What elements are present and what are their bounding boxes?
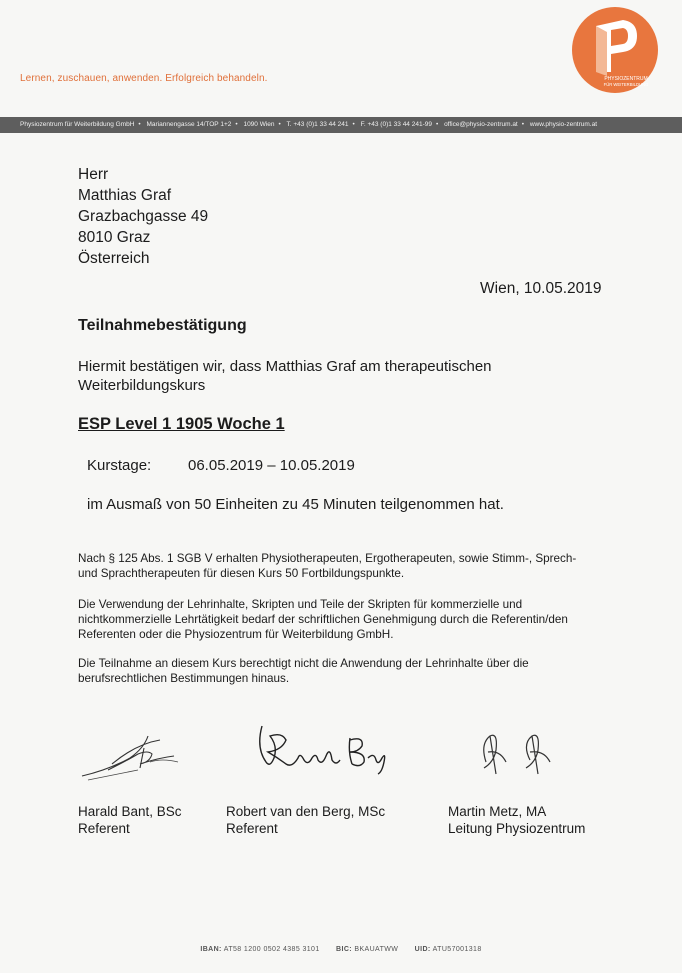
course-dates-label: Kurstage: [87,457,152,474]
signer-1 [78,803,182,837]
document-title: Teilnahmebestätigung [78,317,247,334]
recipient-address [78,164,208,269]
signer-2-role: Referent [226,821,278,836]
bic-value: BKAUATWW [354,946,399,953]
recipient-street: Grazbachgasse 49 [78,208,209,225]
email: office@physio-zentrum.at [444,121,518,128]
signature-martin-metz [470,722,560,782]
logo-text-line1: PHYSIOZENTRUM [604,76,648,82]
physiozentrum-logo [571,6,659,94]
course-extent: im Ausmaß von 50 Einheiten zu 45 Minuten teilgenommen hat. [87,496,504,513]
bic-label: BIC: [336,946,353,953]
phone: T. +43 (0)1 33 44 241 [286,121,349,128]
fax: F. +43 (0)1 33 44 241-99 [360,121,432,128]
paragraph-disclaimer: Die Teilnahme an diesem Kurs berechtigt nicht die Anwendung der Lehrinhalte über die berufsrechtlichen Bestimmungen hinaus. [78,657,529,685]
bank-footer [0,946,682,953]
paragraph-usage-rights: Die Verwendung der Lehrinhalte, Skripten und Teile der Skripten für kommerzielle und nichtkommerzielle Lehrtätigkeit bedarf der schriftlichen Genehmigung durch die Referentin/den Referenten oder die Physiozentrum für Weiterbildung GmbH. [78,598,568,641]
course-dates-value: 06.05.2019 – 10.05.2019 [188,457,355,474]
signer-3-role: Leitung Physiozentrum [448,821,586,836]
signer-2 [226,803,385,837]
recipient-salutation: Herr [78,166,109,183]
tagline: Lernen, zuschauen, anwenden. Erfolgreich behandeln. [20,73,268,84]
uid-label: UID: [414,946,431,953]
recipient-name: Matthias Graf [78,187,172,204]
recipient-country: Österreich [78,250,150,267]
recipient-city: 8010 Graz [78,229,151,246]
iban-label: IBAN: [200,946,222,953]
signer-2-name: Robert van den Berg, MSc [226,804,386,819]
place-date: Wien, 10.05.2019 [480,280,602,297]
address-city: 1090 Wien [243,121,275,128]
uid-value: ATU57001318 [432,946,482,953]
signer-3 [448,803,585,837]
intro-text: Hiermit bestätigen wir, dass Matthias Graf am therapeutischen Weiterbildungskurs [78,358,492,394]
iban-value: AT58 1200 0502 4385 3101 [223,946,320,953]
address-street: Mariannengasse 14/TOP 1+2 [146,121,232,128]
course-dates [87,457,355,474]
logo-text-line2: FÜR WEITERBILDUNG [603,82,649,87]
course-name: ESP Level 1 1905 Woche 1 [78,415,285,433]
signer-1-name: Harald Bant, BSc [78,804,182,819]
signature-harald-bant [78,724,188,784]
signer-3-name: Martin Metz, MA [448,804,547,819]
signer-1-role: Referent [78,821,130,836]
signature-robert-van-den-berg [252,718,392,778]
paragraph-fortbildungspunkte: Nach § 125 Abs. 1 SGB V erhalten Physiotherapeuten, Ergotherapeuten, sowie Stimm-, Sprech- und Sprachtherapeuten für diesen Kurs 50 Fortbildungspunkte. [78,552,577,580]
website: www.physio-zentrum.at [529,121,598,128]
contact-bar: Physiozentrum für Weiterbildung GmbH • Mariannengasse 14/TOP 1+2 • 1090 Wien • T. +43 (0)1 33 44 241 • F. +43 (0)1 33 44 241-99 • office@physio-zentrum.at • www.physio-zentrum.at [0,117,682,133]
company-name: Physiozentrum für Weiterbildung GmbH [20,121,135,128]
